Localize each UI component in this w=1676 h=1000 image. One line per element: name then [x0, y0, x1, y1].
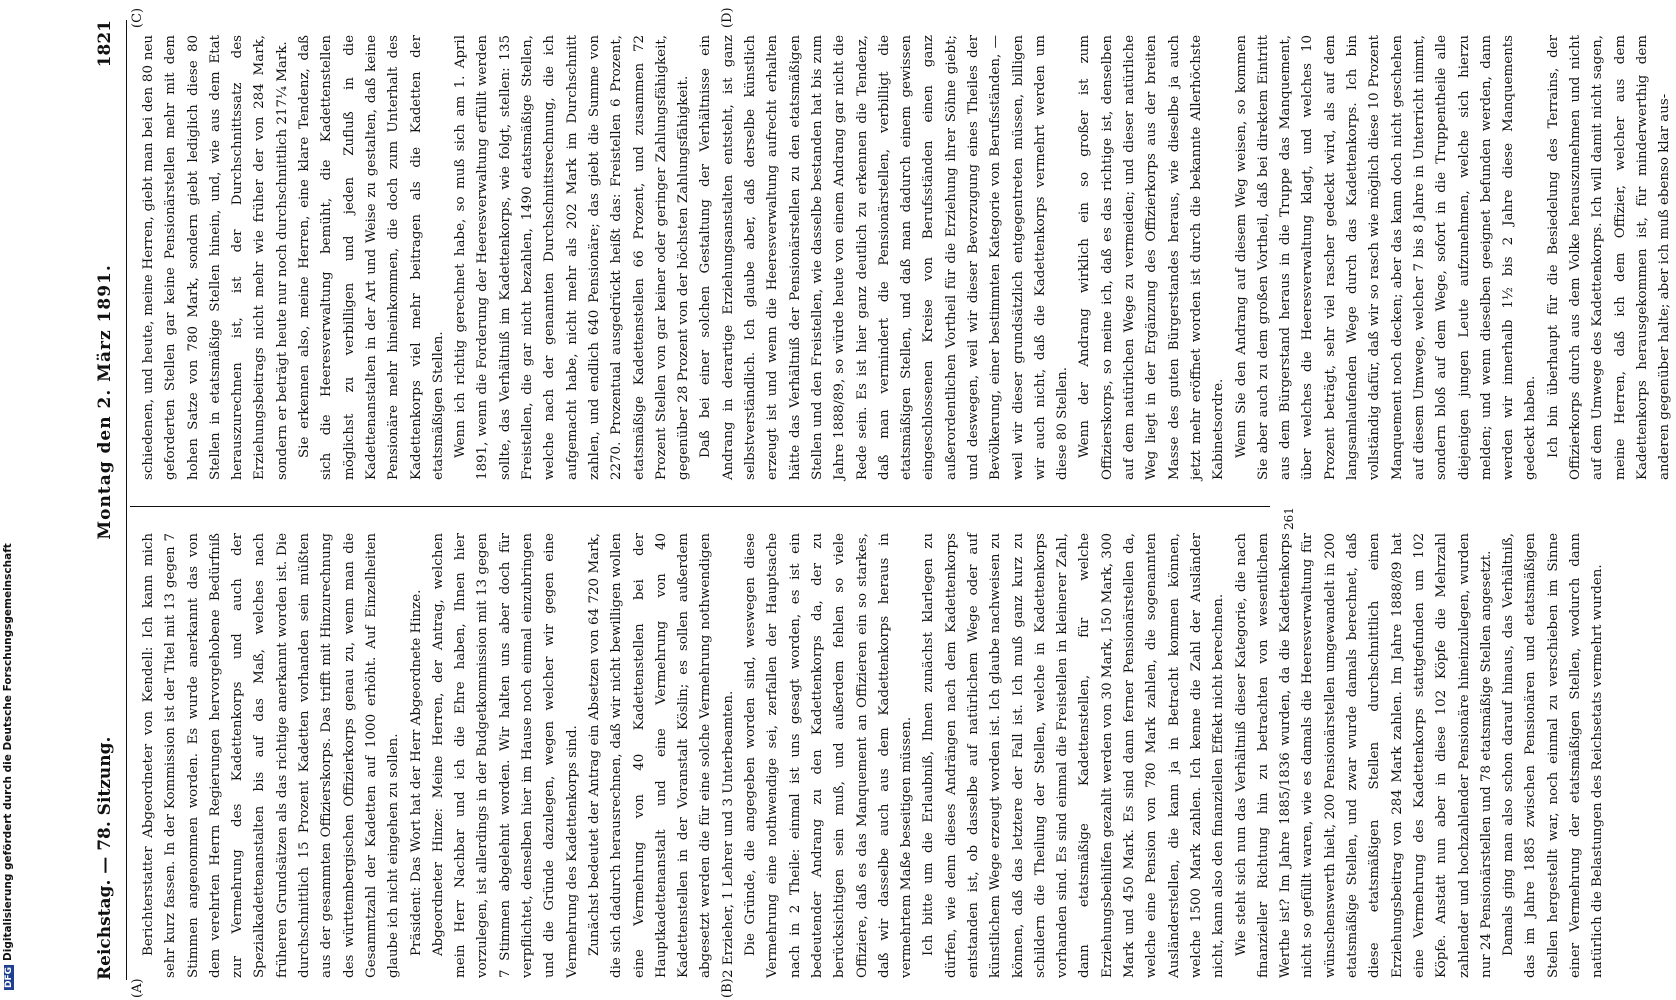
column-separator [130, 506, 1270, 507]
header-right: Montag den 2. März 1891. [95, 264, 115, 540]
header-rule [126, 20, 127, 980]
page-header [90, 20, 120, 980]
left-column [138, 533, 1610, 978]
paragraph: Wenn Sie den Andrang auf diesem Weg weisen, so kommen Sie aber auch zu dem großen Vortheil, daß bei direktem Eintritt aus dem Bürgerstand heraus in die Truppe das Manquement, über welches die Heeresverwaltung klagt, und welches 10 Prozent beträgt, sehr viel rascher gedeckt wird, als auf dem langsamlaufenden Wege durch das Kadettenkorps. Ich bin vollständig dafür, daß wir so rasch wie möglich diese 10 Prozent Manquement noch decken; aber das kann doch nicht geschehen auf diesem Umwege, welcher 7 bis 8 Jahre in Unterricht nimmt, sondern bloß auf dem Wege, sofort in die Truppentheile alle diejenigen jungen Leute aufzunehmen, welche sich hierzu melden; und wenn dieselben geeignet befunden werden, dann werden wir innerhalb 1½ bis 2 Jahre diese Manquements gedeckt haben. [1233, 35, 1539, 480]
paragraph: Abgeordneter Hinze: Meine Herren, der Antrag, welchen mein Herr Nachbar und ich die Ehre haben, Ihnen hier vorzulegen, ist allerdings in der Budgetkommission mit 13 gegen 7 Stimmen abgelehnt worden. Wir halten uns aber doch für verpflichtet, denselben hier im Hause noch einmal einzubringen und die Gründe dazulegen, wegen welcher wir gegen eine Vermehrung des Kadettenkorps sind. [430, 533, 580, 978]
header-left: Reichstag. — 78. Sitzung. [95, 736, 115, 980]
paragraph: Ich bin überhaupt für die Besiedelung des Terrains, der Offizierkorps durch aus dem Volke herauszunehmen und nicht auf dem Umwege des Kadettenkorps. Ich will damit nicht sagen, meine Herren, daß ich dem Offizier, welcher aus dem Kadettenkorps herausgekommen ist, für minderwerthig dem anderen gegenüber halte; aber ich muß ebenso klar aus- [1545, 35, 1673, 480]
paragraph: Zunächst bedeutet der Antrag ein Absetzen von 64 720 Mark, die sich dadurch herausrechnen, daß wir nicht bewilligen wollen eine Vermehrung von 40 Kadettenstellen bei der Hauptkadettenanstalt und eine Vermehrung von 40 Kadettenstellen in der Voranstalt Köslin; es sollen außerdem abgesetzt werden die für eine solche Vermehrung nothwendigen 2 Erzieher, 1 Lehrer und 3 Unterbeamten. [586, 533, 736, 978]
paragraph: Wenn ich richtig gerechnet habe, so muß sich am 1. April 1891, wenn die Forderung der Heeresverwaltung erfüllt werden sollte, das Verhältniß im Kadettenkorps, wie folgt, stellen: 135 Freistellen, die gar nicht bezahlen, 1490 etatsmäßige Stellen, welche nach der genannten Durchschnittsrechnung, die ich aufgemacht habe, nicht mehr als 202 Mark im Durchschnitt zahlen, und endlich 640 Pensionäre; das giebt die Summe von 2270. Prozentual ausgedrückt heißt das: Freistellen 6 Prozent, etatsmäßige Kadettenstellen 66 Prozent, und zusammen 72 Prozent Stellen von gar keiner oder geringer Zahlungsfähigkeit, gegenüber 28 Prozent von der höchsten Zahlungsfähigkeit. [453, 35, 692, 480]
paragraph: Wie steht sich nun das Verhältniß dieser Kategorie, die nach finanzieller Richtung hin zu betrachten von wesentlichem Werthe ist? Im Jahre 1885/1836 wurden, da die Kadettenkorps nicht so gefüllt waren, wie es damals die Heeresverwaltung für wünschenswerth hielt, 200 Pensionärstellen umgewandelt in 200 etatsmäßige Stellen, und zwar wurde damals berechnet, daß diese etatsmäßigen Stellen durchschnittlich einen Erziehungsbeitrag von 284 Mark zahlen. Im Jahre 1888/89 hat eine Vermehrung des Kadettenkorps stattgefunden um 102 Köpfe. Anstatt nun aber in diese 102 Köpfe die Mehrzahl zahlender und hochzahlender Pensionäre hineinzulegen, wurden nur 24 Pensionärstellen und 78 etatsmäßige Stellen angesetzt. [1233, 533, 1494, 978]
paragraph: Damals ging man also schon darauf hinaus, das Verhältniß, das im Jahre 1885 zwischen Pensionären und etatsmäßigen Stellen hergestellt war, noch einmal zu verschieben im Sinne einer Vermehrung der etatsmäßigen Stellen, wodurch dann natürlich die Belastungen des Reichsetats vermehrt wurden. [1501, 533, 1606, 978]
rotated-page-content [60, 0, 1673, 1000]
margin-marker-d: (D) [720, 7, 735, 28]
paragraph: Daß bei einer solchen Gestaltung der Verhältnisse ein Andrang in derartige Erziehungsanstalten entsteht, ist ganz selbstverständlich. Ich glaube aber, daß derselbe künstlich erzeugt ist und wenn die Heeresverwaltung aufrecht erhalten hätte das Verhältniß der Pensionärstellen zu den etatsmäßigen Stellen und den Freistellen, wie dasselbe bestanden hat bis zum Jahre 1888/89, so würde heute von einem Andrang gar nicht die Rede sein. Es ist hier ganz deutlich zu erkennen die Tendenz, daß man vermindert die Pensionärstellen, verbilligt die etatsmäßigen Stellen, und daß man dadurch einem gewissen eingeschlossenen Kreise von Berufsständen einen ganz außerordentlichen Vortheil für die Erziehung ihrer Söhne giebt; und deswegen, weil wir dieser Bevorzugung eines Theiles der Bevölkerung, einer bestimmten Kategorie von Berufsständen, — weil wir dieser grundsätzlich entgegentreten müssen, billigen wir auch nicht, daß die Kadettenkorps vermehrt werden um diese 80 Stellen. [698, 35, 1071, 480]
page-number: 1821 [95, 20, 115, 68]
credit-text: Digitalisierung gefördert durch die Deutsche Forschungsgemeinschaft [2, 543, 14, 961]
page-code: 261 [1282, 507, 1296, 530]
paragraph: Präsident: Das Wort hat der Herr Abgeordnete Hinze. [408, 589, 424, 956]
margin-marker-b: (B) [720, 978, 735, 998]
margin-marker-c: (C) [130, 7, 145, 28]
margin-marker-a: (A) [130, 978, 145, 998]
paragraph: Berichterstatter Abgeordneter von Kendell: Ich kann mich sehr kurz fassen. In der Kommission ist der Titel mit 13 gegen 7 Stimmen angenommen worden. Es wurde anerkannt das von dem verehrten Herrn Regierungen hervorgehobene Bedürfniß zur Vermehrung des Kadettenkorps und auch der Spezialkadettenanstalten bis auf das Maß, welches nach früheren Grundsätzen als das richtige anerkannt worden ist. Die durchschnittlich 15 Prozent Kadetten vorhanden sein müßten aus der gesammten Offizierskorps. Das trifft mit Hinzurechnung des württembergischen Offizierkorps genau zu, wenn man die Gesammtzahl der Kadetten auf 1000 erhöht. Auf Einzelheiten glaube ich nicht eingehen zu sollen. [141, 533, 402, 978]
paragraph: schiedenen, und heute, meine Herren, giebt man bei den 80 neu geforderten Stellen gar keine Pensionärstellen mehr mit dem hohen Satze von 780 Mark, sondern giebt lediglich diese 80 Stellen in etatsmäßige Stellen hinein, und, wie aus dem Etat herauszurechnen ist, ist der Durchschnittssatz des Erziehungsbeitrags nicht mehr wie früher der von 284 Mark, sondern er beträgt heute nur noch durchschnittlich 217¼ Mark. [141, 35, 290, 480]
dfg-logo: DFG [4, 966, 14, 988]
digitization-credit [2, 543, 14, 990]
paragraph: Sie erkennen also, meine Herren, eine klare Tendenz, daß sich die Heeresverwaltung bemüht, die Kadettenstellen möglichst zu verbilligen und jeden Zufluß in die Kadettenanstalten in der Art und Weise zu gestalten, daß keine Pensionäre mehr hineinkommen, die doch zum Unterhalt des Kadettenkorps viel mehr beitragen als die Kadetten der etatsmäßigen Stellen. [297, 35, 446, 480]
right-column [138, 35, 1676, 480]
paragraph: Ich bitte um die Erlaubniß, Ihnen zunächst klarlegen zu dürfen, wie denn dieses Andrängen nach dem Kadettenkorps entstanden ist, ob dasselbe auf natürlichem Wege oder auf künstlichem Wege erzeugt worden ist. Ich glaube nachweisen zu können, daß das letztere der Fall ist. Ich muß ganz kurz zu schildern die Theilung der Stellen, welche in Kadettenkorps vorhanden sind. Es sind einmal die Freistellen in kleinerer Zahl, dann etatsmäßige Kadettenstellen, für welche Erziehungsbeihilfen gezahlt werden von 30 Mark, 150 Mark, 300 Mark und 450 Mark. Es sind dann ferner Pensionärstellen da, welche eine Pension von 780 Mark zahlen, die sogenannten Ausländerstellen, die kann ja in Betracht kommen können, welche 1500 Mark zahlen. Ich kenne die Zahl der Ausländer nicht, kann also den finanziellen Effekt nicht berechnen. [921, 533, 1227, 978]
paragraph: Die Gründe, die angegeben worden sind, weswegen diese Vermehrung eine nothwendige sei, zerfallen der Hauptsache nach in 2 Theile: einmal ist uns gesagt worden, es ist ein bedeutender Andrang zu den Kadettenkorps da, der zu berücksichtigen sein muß, und außerdem fehlen so viele Offiziere, daß es das Manquement an Offizieren ein so starkes, daß wir dasselbe auch aus dem Kadettenkorps heraus in vermehrtem Maße beseitigen müssen. [743, 533, 915, 978]
paragraph: Wenn der Andrang wirklich ein so großer ist zum Offizierskorps, so meine ich, daß es das richtige ist, denselben auf dem natürlichen Wege zu vermeiden; und dieser natürliche Weg liegt in der Ergänzung des Offizierkorps aus der breiten Masse des guten Bürgerstandes heraus, wie dieselbe ja auch jetzt mehr eröffnet worden ist durch die bekannte Allerhöchste Kabinetsordre. [1077, 35, 1227, 480]
